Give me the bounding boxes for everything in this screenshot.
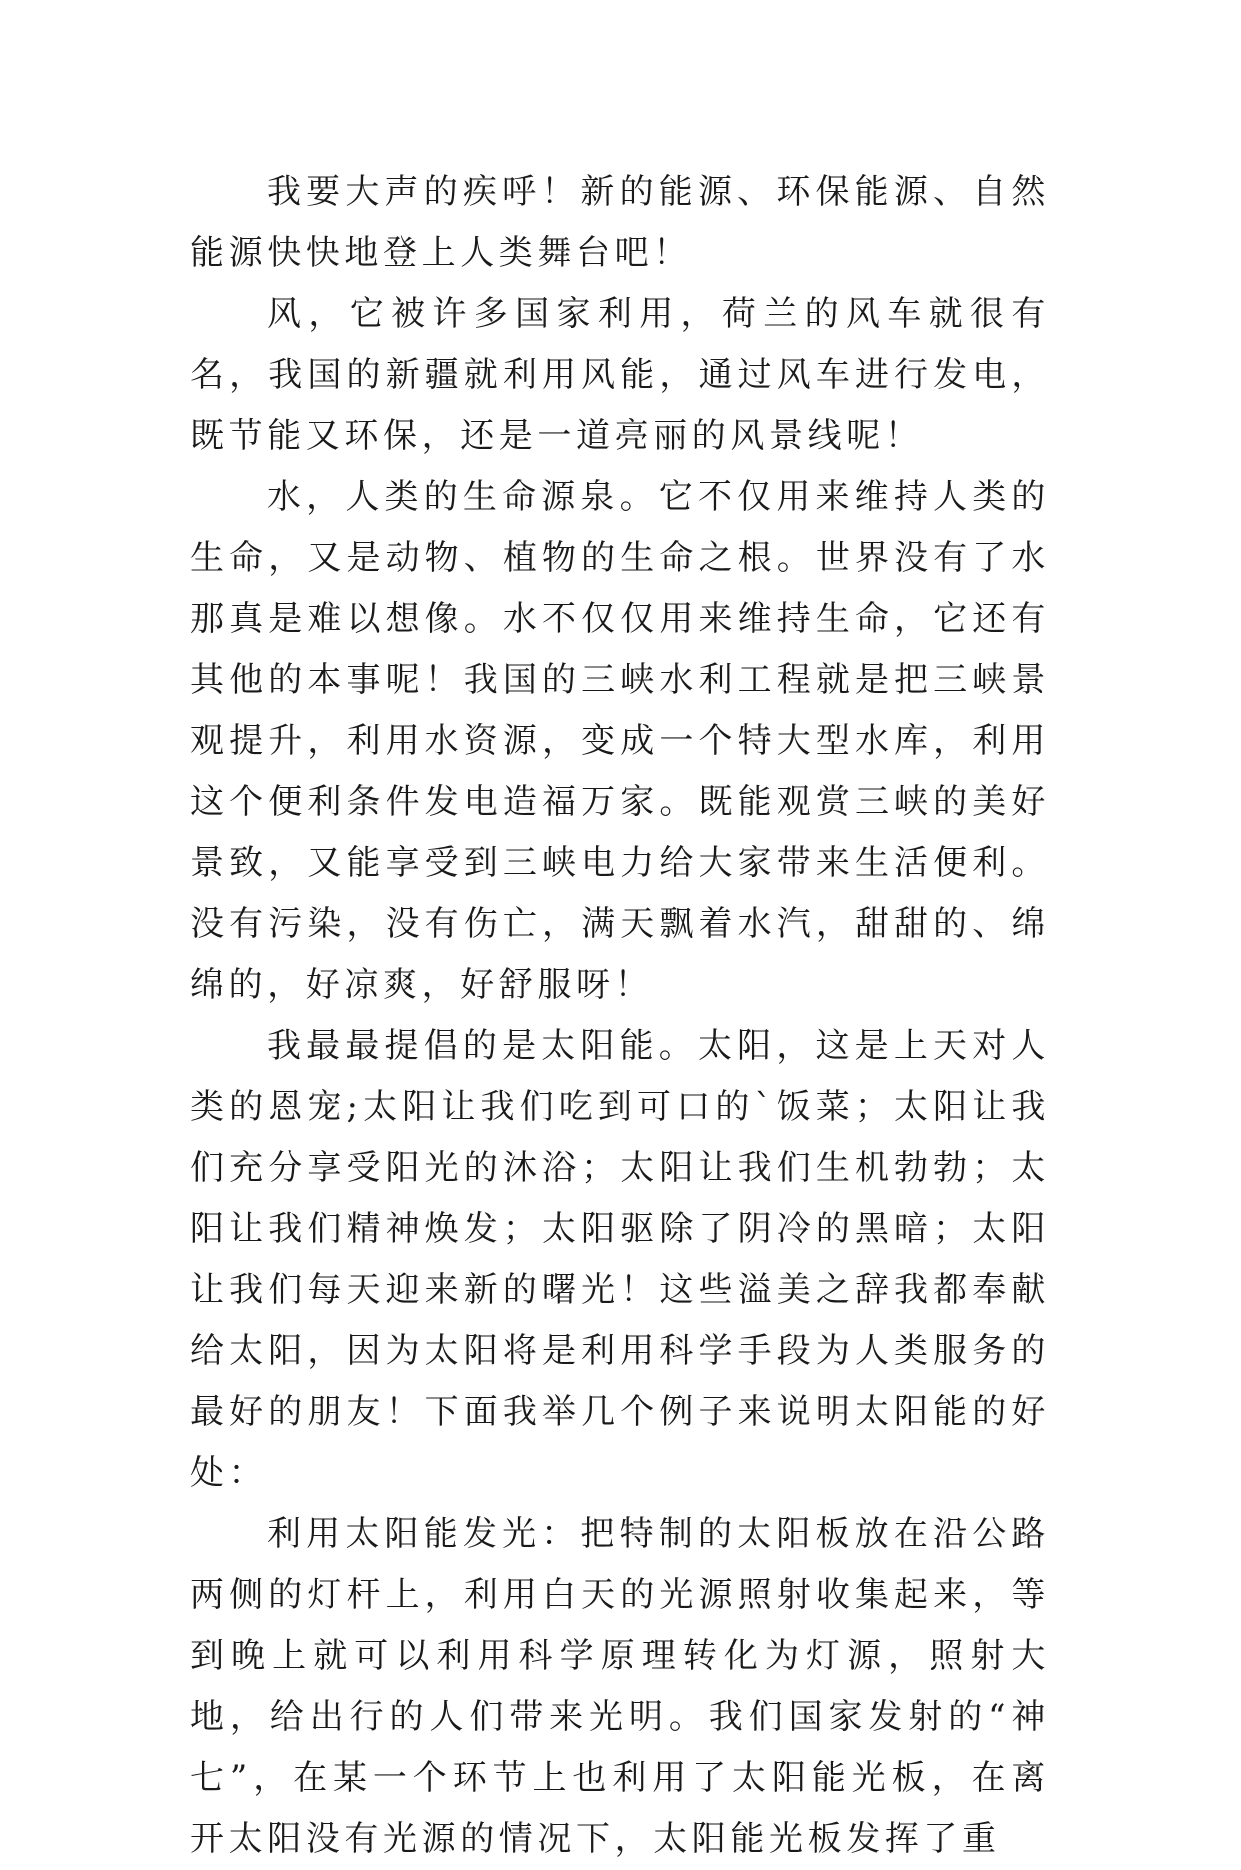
paragraph-solar-lighting: 利用太阳能发光：把特制的太阳板放在沿公路两侧的灯杆上，利用白天的光源照射收集起来，等到晚上就可以利用科学原理转化为灯源，照射大地，给出行的人们带来光明。我们国家发射的“神七”，在某一个环节上也利用了太阳能光板，在离开太阳没有光源的情况下，太阳能光板发挥了重 — [190, 1514, 1050, 1859]
paragraph-clean-energy-call: 我要大声的疾呼！新的能源、环保能源、自然能源快快地登上人类舞台吧！ — [190, 172, 1050, 273]
document-body — [190, 162, 1050, 1870]
paragraph-water-energy: 水，人类的生命源泉。它不仅用来维持人类的生命，又是动物、植物的生命之根。世界没有了水那真是难以想像。水不仅仅用来维持生命，它还有其他的本事呢！我国的三峡水利工程就是把三峡景观提升，利用水资源，变成一个特大型水库，利用这个便利条件发电造福万家。既能观赏三峡的美好景致，又能享受到三峡电力给大家带来生活便利。没有污染，没有伤亡，满天飘着水汽，甜甜的、绵绵的，好凉爽，好舒服呀！ — [190, 477, 1050, 1005]
paragraph-solar-energy: 我最最提倡的是太阳能。太阳，这是上天对人类的恩宠;太阳让我们吃到可口的`饭菜；太阳让我们充分享受阳光的沐浴；太阳让我们生机勃勃；太阳让我们精神焕发；太阳驱除了阴冷的黑暗；太阳让我们每天迎来新的曙光！这些溢美之辞我都奉献给太阳，因为太阳将是利用科学手段为人类服务的最好的朋友！下面我举几个例子来说明太阳能的好处： — [190, 1026, 1050, 1493]
paragraph-wind-energy: 风，它被许多国家利用，荷兰的风车就很有名，我国的新疆就利用风能，通过风车进行发电，既节能又环保，还是一道亮丽的风景线呢！ — [190, 294, 1050, 456]
